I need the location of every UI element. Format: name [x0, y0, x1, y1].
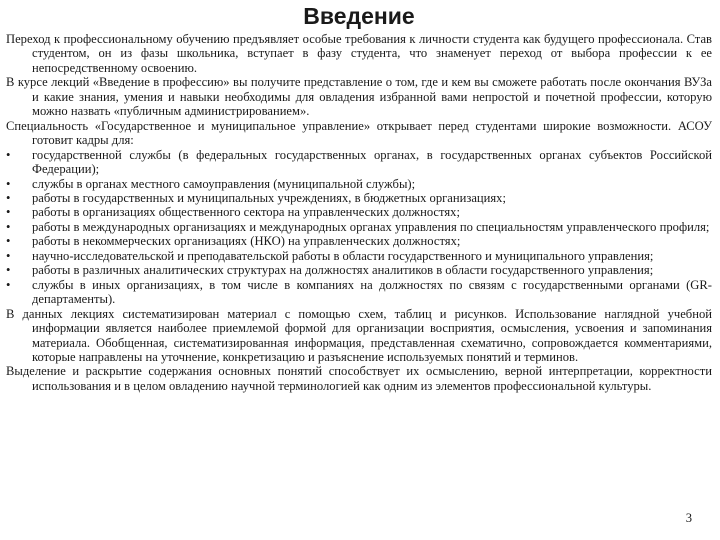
list-item — [6, 205, 712, 219]
bullet-icon: • — [6, 277, 11, 292]
terms-paragraph: Выделение и раскрытие содержания основных понятий способствует их осмыслению, верной интерпретации, корректности использования и в целом овладению научной терминологией как одним из элементов профессиональной культуры. — [6, 364, 712, 393]
bullet-icon: • — [6, 147, 11, 162]
list-item-text: работы в различных аналитических структурах на должностях аналитиков в области государственного управления; — [32, 263, 654, 278]
bullet-icon: • — [6, 248, 11, 263]
list-item — [6, 249, 712, 263]
course-paragraph: В курсе лекций «Введение в профессию» вы получите представление о том, где и кем вы сможете работать после окончания ВУЗа и какие знания, умения и навыки необходимы для овладения избранной вами непростой и почетной профессии, которую можно назвать «публичным администрированием». — [6, 75, 712, 119]
bullet-icon: • — [6, 219, 11, 234]
intro-paragraph: Переход к профессиональному обучению предъявляет особые требования к личности студента как будущего профессионала. Став студентом, он из фазы школьника, вступает в фазу студента, что знаменует переход от выбора профессии к ее непосредственному освоению. — [6, 32, 712, 75]
specialty-paragraph: Специальность «Государственное и муниципальное управление» открывает перед студентами широкие возможности. АСОУ готовит кадры для: — [6, 118, 712, 148]
bullet-icon: • — [6, 176, 11, 191]
bullet-icon: • — [6, 190, 11, 205]
bullet-icon: • — [6, 263, 11, 278]
career-list — [6, 148, 712, 307]
list-item-text: научно-исследовательской и преподавательской работы в области государственного и муниципального управления; — [32, 248, 654, 263]
lectures-paragraph: В данных лекциях систематизирован материал с помощью схем, таблиц и рисунков. Использование наглядной учебной информации является наиболее приемлемой формой для организации восприятия, осмысления, усвоения и запоминания материала. Обобщенная, систематизированная информация, представленная схематично, сопровождается комментариями, которые направлены на уточнение, конкретизацию и разъяснение используемых понятий и терминов. — [6, 306, 712, 364]
list-item-text: службы в органах местного самоуправления (муниципальной службы); — [32, 176, 416, 191]
list-item — [6, 177, 712, 191]
slide-body — [6, 32, 712, 393]
list-item-text: государственной службы (в федеральных государственных органах, в государственных органах субъектов Российской Федерации); — [32, 147, 712, 177]
list-item-text: службы в иных организациях, в том числе в компаниях на должностях по связям с государственными органами (GR-департаменты). — [32, 277, 712, 307]
list-item — [6, 191, 712, 205]
bullet-icon: • — [6, 234, 11, 249]
list-item-text: работы в организациях общественного сектора на управленческих должностях; — [32, 205, 460, 220]
list-item-text: работы в международных организациях и международных органах управления по специальностям управленческого профиля; — [32, 219, 710, 234]
list-item — [6, 263, 712, 277]
list-item-text: работы в государственных и муниципальных учреждениях, в бюджетных организациях; — [32, 190, 506, 205]
bullet-icon: • — [6, 205, 11, 220]
page-number: 3 — [685, 511, 692, 525]
list-item — [6, 148, 712, 177]
list-item — [6, 278, 712, 307]
slide-title: Введение — [303, 3, 415, 29]
list-item — [6, 220, 712, 234]
list-item — [6, 234, 712, 248]
list-item-text: работы в некоммерческих организациях (НКО) на управленческих должностях; — [32, 234, 461, 249]
